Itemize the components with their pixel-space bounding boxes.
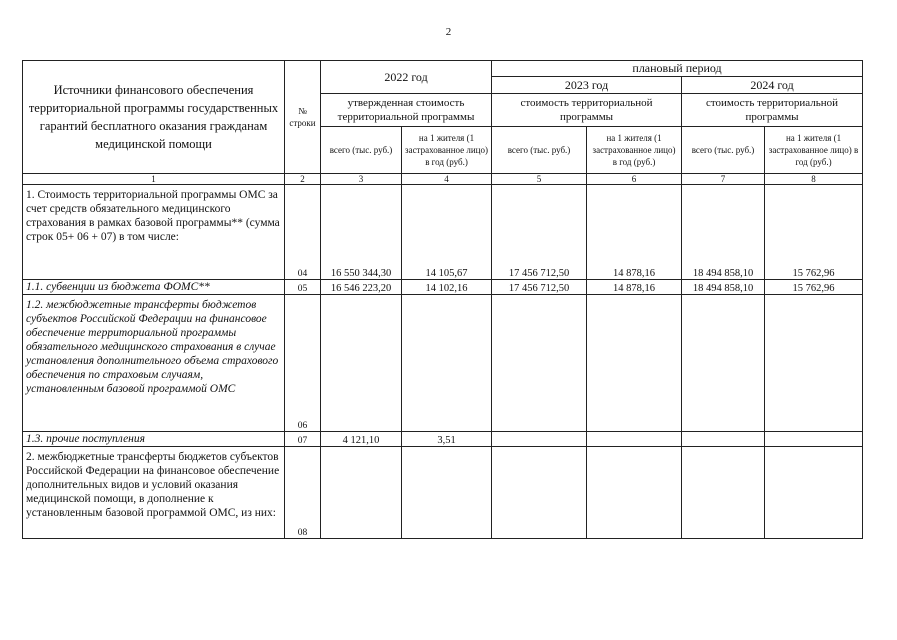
row-code: 04 — [285, 185, 321, 280]
column-number: 4 — [402, 174, 492, 185]
per-resident-2022-value: 14 105,67 — [402, 185, 492, 280]
column-number: 2 — [285, 174, 321, 185]
total-2023-value: 17 456 712,50 — [492, 185, 587, 280]
per-resident-2022-value: 3,51 — [402, 432, 492, 447]
table-row — [23, 280, 863, 295]
per-resident-2022-value — [402, 447, 492, 539]
table-row — [23, 295, 863, 432]
column-number: 5 — [492, 174, 587, 185]
row-number-header: № строки — [285, 61, 321, 174]
year-2022-header: 2022 год — [321, 61, 492, 94]
column-number: 7 — [682, 174, 765, 185]
total-2024-value — [682, 432, 765, 447]
per-resident-2023-value — [587, 447, 682, 539]
year-2024-header: 2024 год — [682, 77, 863, 94]
per-resident-2023-value: 14 878,16 — [587, 185, 682, 280]
total-2022-header: всего (тыс. руб.) — [321, 127, 402, 174]
sources-header: Источники финансового обеспечения территориальной программы государственных гарантий бесплатного оказания гражданам медицинской помощи — [23, 61, 285, 174]
program-cost-2024-header: стоимость территориальной программы — [682, 94, 863, 127]
per-resident-2024-value: 15 762,96 — [765, 185, 863, 280]
column-number: 1 — [23, 174, 285, 185]
per-resident-2023-header: на 1 жителя (1 застрахованное лицо) в год (руб.) — [587, 127, 682, 174]
total-2023-value: 17 456 712,50 — [492, 280, 587, 295]
total-2024-value: 18 494 858,10 — [682, 280, 765, 295]
column-number: 8 — [765, 174, 863, 185]
total-2023-header: всего (тыс. руб.) — [492, 127, 587, 174]
per-resident-2023-value — [587, 295, 682, 432]
column-number-row — [23, 174, 863, 185]
row-code: 06 — [285, 295, 321, 432]
row-label: 1.3. прочие поступления — [23, 432, 285, 447]
per-resident-2023-value: 14 878,16 — [587, 280, 682, 295]
total-2024-value — [682, 295, 765, 432]
total-2022-value — [321, 447, 402, 539]
table-row — [23, 432, 863, 447]
total-2022-value: 16 550 344,30 — [321, 185, 402, 280]
row-code: 08 — [285, 447, 321, 539]
column-number: 3 — [321, 174, 402, 185]
program-cost-2023-header: стоимость территориальной программы — [492, 94, 682, 127]
total-2022-value: 4 121,10 — [321, 432, 402, 447]
financing-table — [22, 60, 863, 539]
total-2023-value — [492, 432, 587, 447]
row-label: 1.1. субвенции из бюджета ФОМС** — [23, 280, 285, 295]
per-resident-2022-header: на 1 жителя (1 застрахованное лицо) в год (руб.) — [402, 127, 492, 174]
column-number: 6 — [587, 174, 682, 185]
per-resident-2024-header: на 1 жителя (1 застрахованное лицо) в год (руб.) — [765, 127, 863, 174]
row-code: 07 — [285, 432, 321, 447]
per-resident-2024-value — [765, 295, 863, 432]
approved-cost-header: утвержденная стоимость территориальной программы — [321, 94, 492, 127]
total-2023-value — [492, 447, 587, 539]
planned-period-header: плановый период — [492, 61, 863, 77]
table-row — [23, 185, 863, 280]
per-resident-2024-value — [765, 432, 863, 447]
total-2024-header: всего (тыс. руб.) — [682, 127, 765, 174]
year-2023-header: 2023 год — [492, 77, 682, 94]
row-label: 1.2. межбюджетные трансферты бюджетов субъектов Российской Федерации на финансовое обеспечение территориальной программы обязательного медицинского страхования в случае установления дополнительного объема страхового обеспечения по страховым случаям, установленным базовой программой ОМС — [23, 295, 285, 432]
row-label: 1. Стоимость территориальной программы ОМС за счет средств обязательного медицинского страхования в рамках базовой программы** (сумма строк 05+ 06 + 07) в том числе: — [23, 185, 285, 280]
per-resident-2022-value — [402, 295, 492, 432]
per-resident-2024-value: 15 762,96 — [765, 280, 863, 295]
total-2024-value: 18 494 858,10 — [682, 185, 765, 280]
total-2022-value: 16 546 223,20 — [321, 280, 402, 295]
per-resident-2024-value — [765, 447, 863, 539]
row-code: 05 — [285, 280, 321, 295]
per-resident-2022-value: 14 102,16 — [402, 280, 492, 295]
page-number: 2 — [445, 26, 452, 38]
total-2022-value — [321, 295, 402, 432]
row-label: 2. межбюджетные трансферты бюджетов субъектов Российской Федерации на финансовое обеспечение дополнительных видов и условий оказания медицинской помощи, в дополнение к установленным базовой программой ОМС, из них: — [23, 447, 285, 539]
total-2023-value — [492, 295, 587, 432]
per-resident-2023-value — [587, 432, 682, 447]
table-row — [23, 447, 863, 539]
total-2024-value — [682, 447, 765, 539]
